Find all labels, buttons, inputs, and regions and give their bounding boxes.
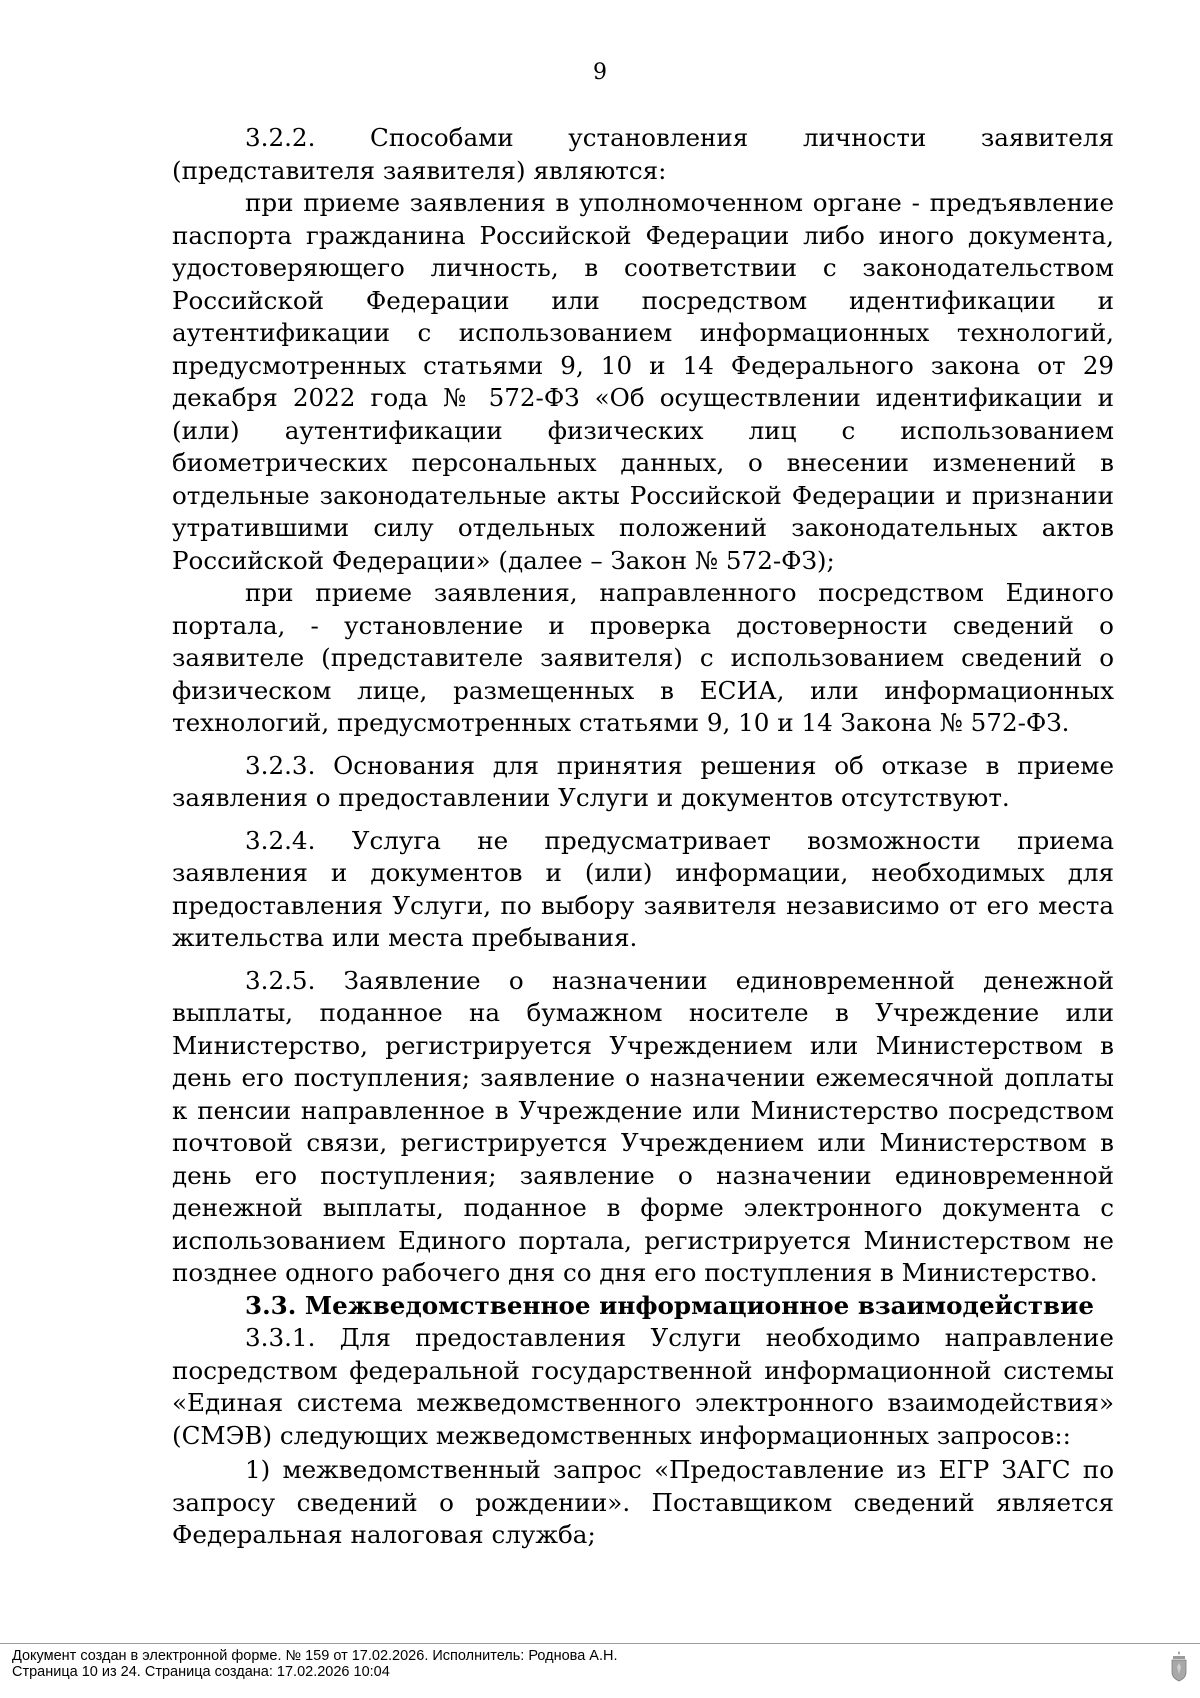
section-heading: 3.3. Межведомственное информационное взаимодействие <box>245 1290 1095 1320</box>
footer-line-document-info: Документ создан в электронной форме. № 159 от 17.02.2026. Исполнитель: Роднова А.Н. <box>12 1648 618 1664</box>
coat-of-arms-icon <box>1170 1650 1188 1682</box>
paragraph-3-2-4: 3.2.4. Услуга не предусматривает возможности приема заявления и документов и (или) информации, необходимых для предоставления Услуги, по выбору заявителя независимо от его места жительства или места пребывания. <box>172 825 1114 952</box>
paragraph-request-1: 1) межведомственный запрос «Предоставление из ЕГР ЗАГС по запросу сведений о рождении». Поставщиком сведений является Федеральная налоговая служба; <box>172 1455 1114 1549</box>
paragraph-3-2-2: 3.2.2. Способами установления личности заявителя (представителя заявителя) являются: <box>172 123 1114 185</box>
document-body <box>172 122 1114 1552</box>
page-number: 9 <box>593 60 607 85</box>
footer-divider <box>0 1643 1200 1644</box>
paragraph-3-2-3: 3.2.3. Основания для принятия решения об отказе в приеме заявления о предоставлении Услуги и документов отсутствуют. <box>172 750 1114 812</box>
paragraph-portal-identification: при приеме заявления, направленного посредством Единого портала, - установление и проверка достоверности сведений о заявителе (представителе заявителя) с использованием сведений о физическом лице, размещенных в ЕСИА, или информационных технологий, предусмотренных статьями 9, 10 и 14 Закона № 572-ФЗ. <box>172 578 1114 737</box>
paragraph-3-2-5: 3.2.5. Заявление о назначении единовременной денежной выплаты, поданное на бумажном носителе в Учреждение или Министерство, регистрируется Учреждением или Министерством в день его поступления; заявление о назначении ежемесячной доплаты к пенсии направленное в Учреждение или Министерство посредством почтовой связи, регистрируется Учреждением или Министерством в день его поступления; заявление о назначении единовременной денежной выплаты, поданное в форме электронного документа с использованием Единого портала, регистрируется Министерством не позднее одного рабочего дня со дня его поступления в Министерство. <box>172 965 1114 1287</box>
paragraph-in-person-identification: при приеме заявления в уполномоченном органе - предъявление паспорта гражданина Российской Федерации либо иного документа, удостоверяющего личность, в соответствии с законодательством Российской Федерации или посредством идентификации и аутентификации с использованием информационных технологий, предусмотренных статьями 9, 10 и 14 Федерального закона от 29 декабря 2022 года № 572-ФЗ «Об осуществлении идентификации и (или) аутентификации физических лиц с использованием биометрических персональных данных, о внесении изменений в отдельные законодательные акты Российской Федерации и признании утратившими силу отдельных положений законодательных актов Российской Федерации» (далее – Закон № 572-ФЗ); <box>172 188 1114 575</box>
document-footer <box>12 1648 618 1680</box>
footer-line-page-info: Страница 10 из 24. Страница создана: 17.02.2026 10:04 <box>12 1664 390 1680</box>
paragraph-3-3-1: 3.3.1. Для предоставления Услуги необходимо направление посредством федеральной государственной информационной системы «Единая система межведомственного электронного взаимодействия» (СМЭВ) следующих межведомственных информационных запросов:: <box>172 1323 1114 1450</box>
